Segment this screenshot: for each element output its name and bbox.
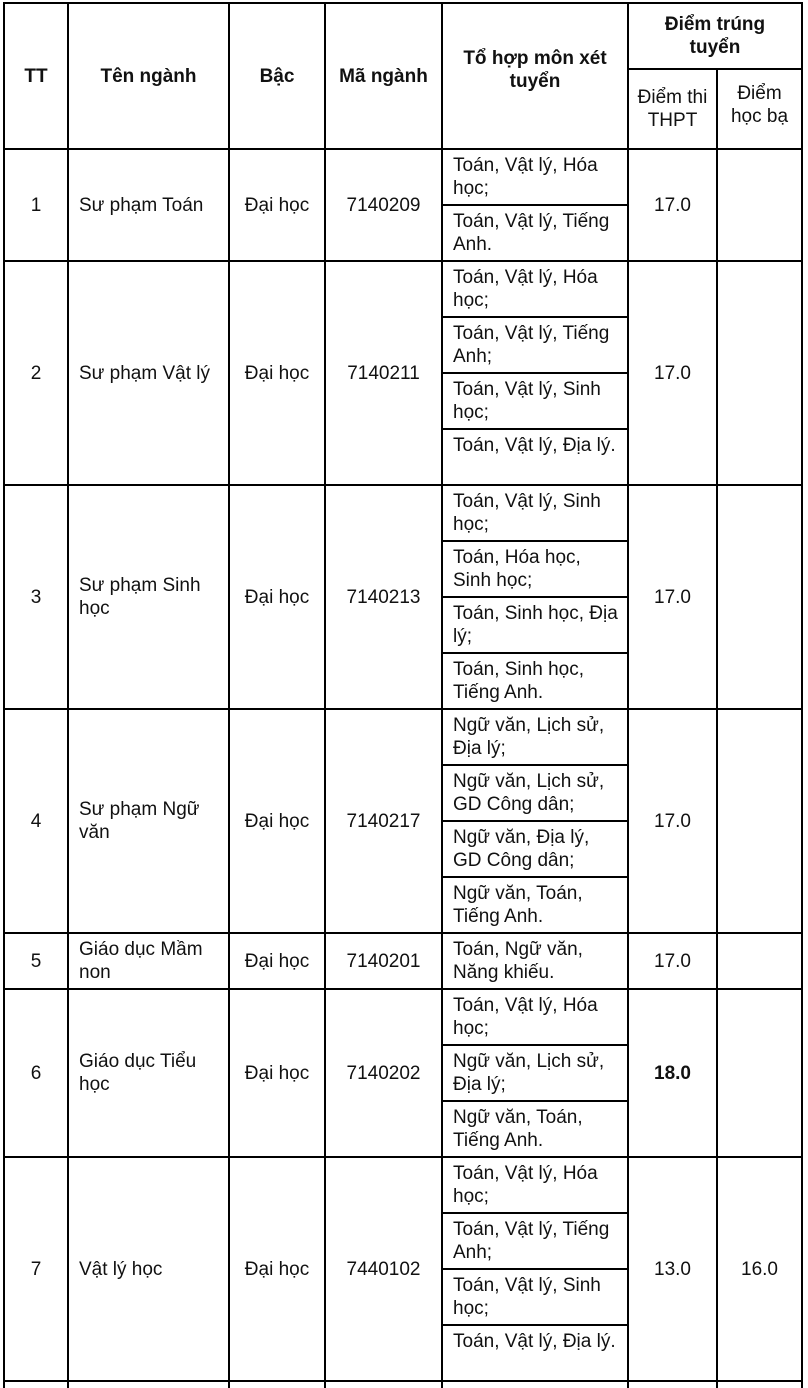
subject-combination: Ngữ văn, Lịch sử, Địa lý; <box>453 1051 605 1095</box>
subject-combination: Toán, Vật lý, Tiếng Anh. <box>453 211 610 255</box>
header-diem-hoc-ba: Điểm học bạ <box>717 69 802 149</box>
table-header <box>4 3 802 149</box>
cell-diem-hoc-ba <box>717 989 802 1157</box>
cell-ma-nganh: 7140201 <box>325 933 442 989</box>
table-row <box>4 261 802 317</box>
cell-tt: 5 <box>4 933 68 989</box>
cell-to-hop <box>442 1101 628 1157</box>
cell-diem-thpt: 17.0 <box>628 261 717 485</box>
cell-diem-hoc-ba <box>717 261 802 485</box>
subject-combination: Toán, Sinh học, Địa lý; <box>453 603 618 647</box>
cell-to-hop <box>442 1213 628 1269</box>
cell-to-hop <box>442 821 628 877</box>
cell-ma-nganh: 7140209 <box>325 149 442 261</box>
table-row <box>4 989 802 1045</box>
header-to-hop: Tổ hợp môn xét tuyển <box>442 3 628 149</box>
subject-combination: Toán, Vật lý, Địa lý. <box>453 435 616 456</box>
cell-tt: 7 <box>4 1157 68 1381</box>
cell-to-hop <box>442 597 628 653</box>
cell-ma-nganh: 7140211 <box>325 261 442 485</box>
subject-combination: Toán, Vật lý, Sinh học; <box>453 491 601 535</box>
cell-diem-thpt: 17.0 <box>628 933 717 989</box>
cell-diem-hoc-ba: 16.0 <box>717 1157 802 1381</box>
cell-diem-thpt: 18.0 <box>628 989 717 1157</box>
subject-combination: Ngữ văn, Lịch sử, GD Công dân; <box>453 771 605 815</box>
cell-bac: Đại học <box>229 1157 325 1381</box>
table-body <box>4 149 802 1388</box>
cell-to-hop <box>442 205 628 261</box>
cell-ten-nganh: Giáo dục Mầm non <box>68 933 229 989</box>
subject-combination: Toán, Sinh học, Tiếng Anh. <box>453 659 584 703</box>
subject-combination: Ngữ văn, Địa lý, GD Công dân; <box>453 827 590 871</box>
cell-ten-nganh: Sư phạm Ngữ văn <box>68 709 229 933</box>
subject-combination: Ngữ văn, Toán, Tiếng Anh. <box>453 883 583 927</box>
table-row <box>4 485 802 541</box>
cell-empty <box>68 1381 229 1388</box>
cell-ma-nganh: 7140217 <box>325 709 442 933</box>
subject-combination: Toán, Vật lý, Địa lý. <box>453 1331 616 1352</box>
cell-to-hop <box>442 653 628 709</box>
cell-ma-nganh: 7140213 <box>325 485 442 709</box>
subject-combination: Toán, Ngữ văn, Năng khiếu. <box>453 939 583 983</box>
cell-bac: Đại học <box>229 485 325 709</box>
cell-bac: Đại học <box>229 933 325 989</box>
cell-diem-thpt: 17.0 <box>628 485 717 709</box>
table-row <box>4 933 802 989</box>
cell-ten-nganh: Sư phạm Sinh học <box>68 485 229 709</box>
table-row <box>4 709 802 765</box>
cell-diem-hoc-ba <box>717 933 802 989</box>
cell-to-hop <box>442 1325 628 1381</box>
cell-to-hop <box>442 485 628 541</box>
cell-bac: Đại học <box>229 261 325 485</box>
admission-scores-table <box>3 2 803 1388</box>
cell-to-hop <box>442 373 628 429</box>
cell-bac: Đại học <box>229 149 325 261</box>
cell-tt: 4 <box>4 709 68 933</box>
cell-empty <box>325 1381 442 1388</box>
cell-empty <box>628 1381 717 1388</box>
cell-diem-thpt: 17.0 <box>628 709 717 933</box>
subject-combination: Toán, Vật lý, Hóa học; <box>453 267 598 311</box>
subject-combination: Toán, Vật lý, Hóa học; <box>453 995 598 1039</box>
subject-combination: Toán, Vật lý, Tiếng Anh; <box>453 1219 610 1263</box>
cell-ma-nganh: 7440102 <box>325 1157 442 1381</box>
cell-tt: 2 <box>4 261 68 485</box>
header-ma-nganh: Mã ngành <box>325 3 442 149</box>
cell-to-hop <box>442 709 628 765</box>
table-row-partial <box>4 1381 802 1388</box>
cell-ten-nganh: Sư phạm Vật lý <box>68 261 229 485</box>
table-row <box>4 149 802 205</box>
cell-to-hop <box>442 877 628 933</box>
cell-to-hop <box>442 261 628 317</box>
subject-combination: Toán, Hóa học, Sinh học; <box>453 547 581 591</box>
subject-combination: Toán, Vật lý, Tiếng Anh; <box>453 323 610 367</box>
cell-diem-thpt: 13.0 <box>628 1157 717 1381</box>
cell-ma-nganh: 7140202 <box>325 989 442 1157</box>
cell-to-hop <box>442 1157 628 1213</box>
cell-ten-nganh: Giáo dục Tiểu học <box>68 989 229 1157</box>
cell-ten-nganh: Sư phạm Toán <box>68 149 229 261</box>
cell-to-hop <box>442 541 628 597</box>
cell-bac: Đại học <box>229 989 325 1157</box>
subject-combination: Toán, Vật lý, Hóa học; <box>453 1163 598 1207</box>
header-ten-nganh: Tên ngành <box>68 3 229 149</box>
cell-to-hop <box>442 765 628 821</box>
cell-diem-hoc-ba <box>717 709 802 933</box>
cell-tt: 1 <box>4 149 68 261</box>
cell-tt: 3 <box>4 485 68 709</box>
cell-to-hop <box>442 149 628 205</box>
subject-combination: Ngữ văn, Lịch sử, Địa lý; <box>453 715 605 759</box>
subject-combination: Ngữ văn, Toán, Tiếng Anh. <box>453 1107 583 1151</box>
header-bac: Bậc <box>229 3 325 149</box>
cell-empty <box>229 1381 325 1388</box>
cell-to-hop <box>442 1269 628 1325</box>
cell-diem-hoc-ba <box>717 149 802 261</box>
subject-combination: Toán, Vật lý, Sinh học; <box>453 1275 601 1319</box>
cell-empty <box>4 1381 68 1388</box>
cell-diem-thpt: 17.0 <box>628 149 717 261</box>
header-diem-thi-thpt: Điểm thi THPT <box>628 69 717 149</box>
cell-diem-hoc-ba <box>717 485 802 709</box>
cell-empty <box>442 1381 628 1388</box>
cell-tt: 6 <box>4 989 68 1157</box>
header-tt: TT <box>4 3 68 149</box>
cell-to-hop <box>442 1045 628 1101</box>
cell-ten-nganh: Vật lý học <box>68 1157 229 1381</box>
cell-bac: Đại học <box>229 709 325 933</box>
cell-to-hop <box>442 933 628 989</box>
subject-combination: Toán, Vật lý, Sinh học; <box>453 379 601 423</box>
subject-combination: Toán, Vật lý, Hóa học; <box>453 155 598 199</box>
cell-empty <box>717 1381 802 1388</box>
cell-to-hop <box>442 429 628 485</box>
cell-to-hop <box>442 317 628 373</box>
header-diem-trung-tuyen: Điểm trúng tuyển <box>628 3 802 69</box>
cell-to-hop <box>442 989 628 1045</box>
table-row <box>4 1157 802 1213</box>
